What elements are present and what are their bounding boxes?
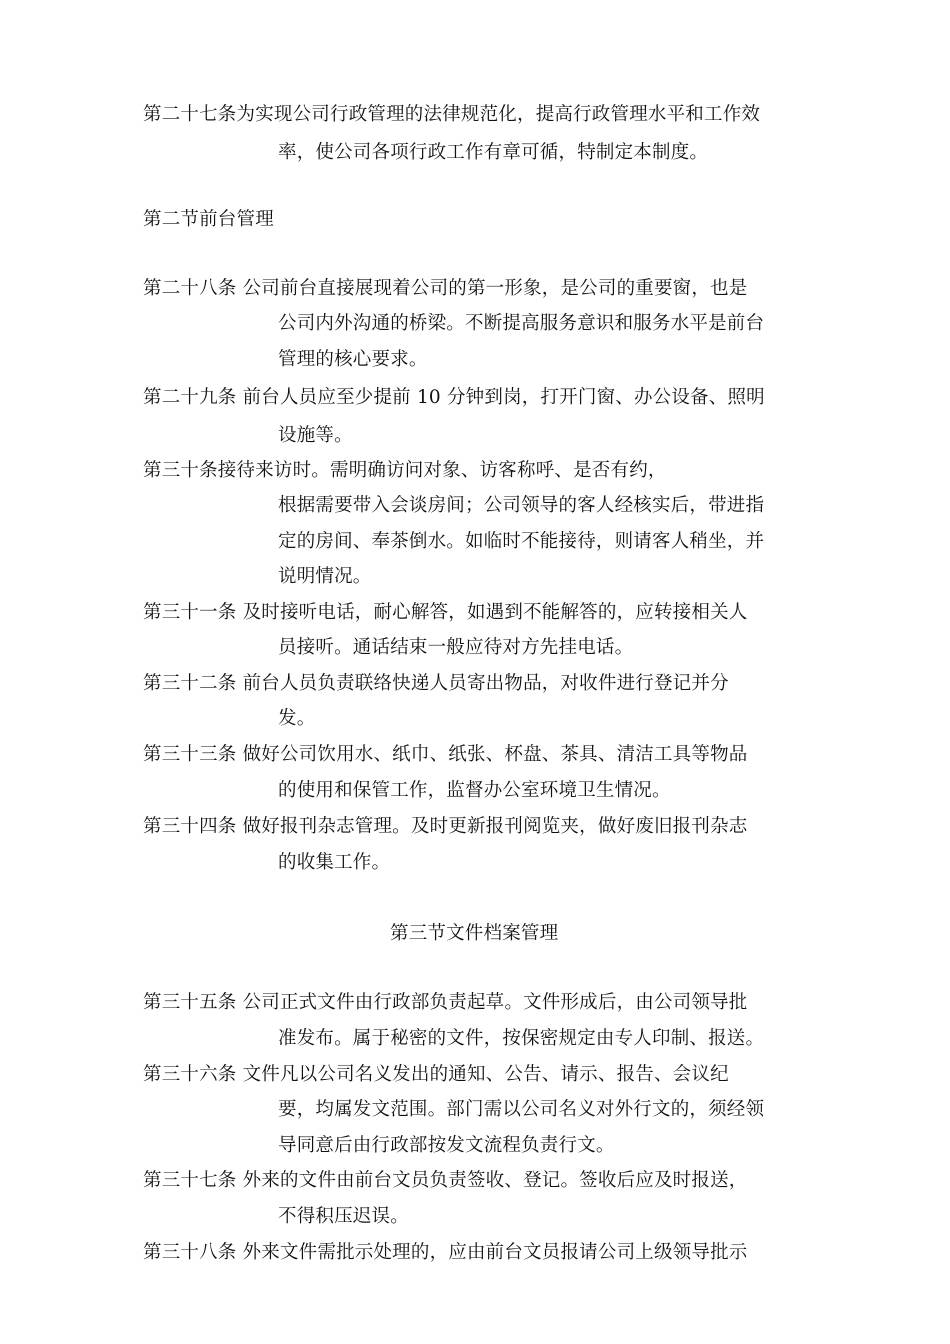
article-30-line-1: 第三十条接待来访时。需明确访问对象、访客称呼、是否有约， bbox=[143, 460, 667, 481]
article-37-line-2: 不得积压迟误。 bbox=[278, 1206, 409, 1227]
article-27-line-1: 第二十七条为实现公司行政管理的法律规范化，提高行政管理水平和工作效 bbox=[143, 104, 761, 125]
article-30-line-2: 根据需要带入会谈房间；公司领导的客人经核实后，带进指 bbox=[278, 495, 765, 516]
article-36-line-1: 第三十六条 文件凡以公司名义发出的通知、公告、请示、报告、会议纪 bbox=[143, 1064, 729, 1085]
article-33-line-1: 第三十三条 做好公司饮用水、纸巾、纸张、杯盘、茶具、清洁工具等物品 bbox=[143, 744, 748, 765]
article-28-line-1: 第二十八条 公司前台直接展现着公司的第一形象，是公司的重要窗，也是 bbox=[143, 278, 748, 299]
article-35-line-1: 第三十五条 公司正式文件由行政部负责起草。文件形成后，由公司领导批 bbox=[143, 992, 748, 1013]
article-35-line-2: 准发布。属于秘密的文件，按保密规定由专人印制、报送。 bbox=[278, 1028, 765, 1049]
article-36-line-2: 要，均属发文范围。部门需以公司名义对外行文的，须经领 bbox=[278, 1099, 765, 1120]
article-29-line-2: 设施等。 bbox=[278, 425, 353, 446]
article-30-line-4: 说明情况。 bbox=[278, 566, 372, 587]
article-27-line-2: 率，使公司各项行政工作有章可循，特制定本制度。 bbox=[278, 142, 709, 163]
section-2-title: 第二节前台管理 bbox=[143, 209, 274, 230]
article-30-line-3: 定的房间、奉茶倒水。如临时不能接待，则请客人稍坐，并 bbox=[278, 531, 765, 552]
article-28-line-3: 管理的核心要求。 bbox=[278, 349, 428, 370]
article-33-line-2: 的使用和保管工作，监督办公室环境卫生情况。 bbox=[278, 780, 671, 801]
article-34-line-2: 的收集工作。 bbox=[278, 852, 391, 873]
article-37-line-1: 第三十七条 外来的文件由前台文员负责签收、登记。签收后应及时报送， bbox=[143, 1170, 748, 1191]
article-36-line-3: 导同意后由行政部按发文流程负责行文。 bbox=[278, 1135, 615, 1156]
article-31-line-2: 员接听。通话结束一般应待对方先挂电话。 bbox=[278, 637, 634, 658]
section-3-title: 第三节文件档案管理 bbox=[390, 923, 559, 944]
article-29-line-1: 第二十九条 前台人员应至少提前 10 分钟到岗，打开门窗、办公设备、照明 bbox=[143, 387, 765, 408]
article-38-line-1: 第三十八条 外来文件需批示处理的，应由前台文员报请公司上级领导批示 bbox=[143, 1242, 748, 1263]
article-28-line-2: 公司内外沟通的桥梁。不断提高服务意识和服务水平是前台 bbox=[278, 313, 765, 334]
article-32-line-2: 发。 bbox=[278, 708, 316, 729]
article-34-line-1: 第三十四条 做好报刊杂志管理。及时更新报刊阅览夹，做好废旧报刊杂志 bbox=[143, 816, 748, 837]
article-32-line-1: 第三十二条 前台人员负责联络快递人员寄出物品，对收件进行登记并分 bbox=[143, 673, 729, 694]
article-31-line-1: 第三十一条 及时接听电话，耐心解答，如遇到不能解答的，应转接相关人 bbox=[143, 602, 748, 623]
